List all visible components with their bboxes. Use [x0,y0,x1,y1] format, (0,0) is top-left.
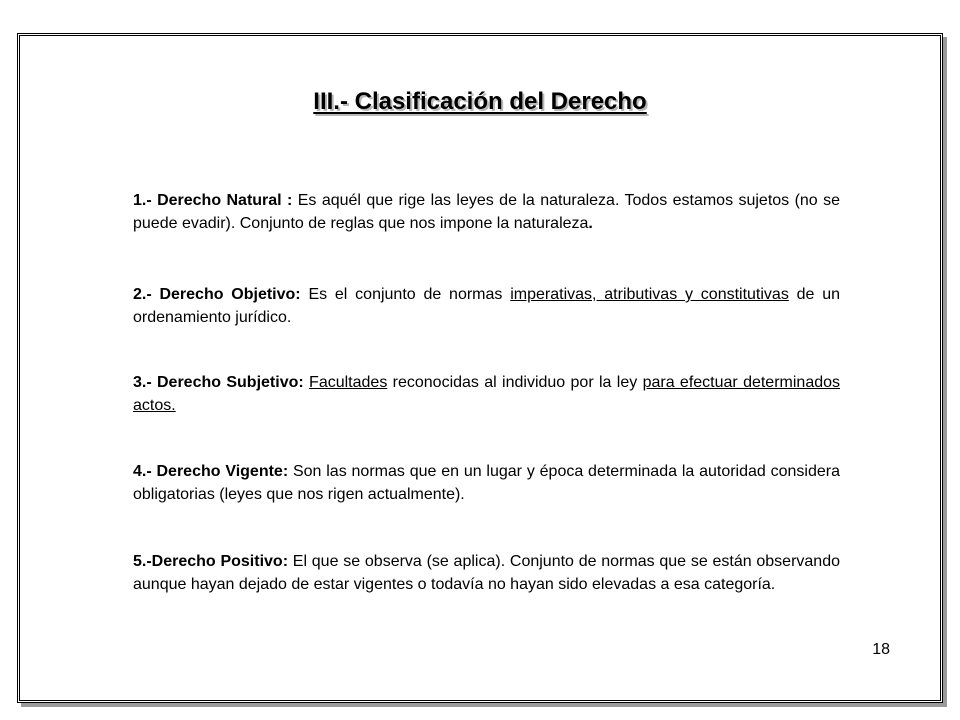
item-derecho-vigente [133,460,840,506]
slide-title: III.- Clasificación del Derecho [313,88,647,115]
item-text: de un ordenamiento jurídico. [133,286,841,326]
item-underlined-text: Facultades [309,374,388,391]
item-derecho-objetivo [133,283,840,329]
item-text: reconocidas al individuo por la ley [387,374,643,391]
item-text: Es el conjunto de normas [300,286,511,303]
item-end-period: . [588,215,593,232]
item-derecho-positivo [133,550,840,596]
item-heading: 2.- Derecho Objetivo: [133,286,301,303]
item-heading: 1.- Derecho Natural : [133,192,293,209]
item-heading: 5.-Derecho Positivo: [133,553,289,570]
item-text: El que se observa (se aplica). Conjunto de normas que se están observando aunque hayan dejado de estar vigentes o todavía no hayan sido elevadas a esa categoría. [133,553,841,593]
item-heading: 4.- Derecho Vigente: [133,463,289,480]
item-text: Es aquél que rige las leyes de la naturaleza. Todos estamos sujetos (no se puede evadir). Conjunto de reglas que nos impone la naturaleza [133,192,840,232]
item-heading: 3.- Derecho Subjetivo: [133,374,304,391]
item-text: Son las normas que en un lugar y época determinada la autoridad considera obligatorias (leyes que nos rigen actualmente). [133,463,840,503]
item-derecho-natural [133,189,840,235]
item-underlined-text: imperativas, atributivas y constitutivas [510,286,789,303]
page-number: 18 [872,641,890,658]
item-derecho-subjetivo [133,371,840,417]
slide-border-frame [17,33,943,703]
item-underlined-text: para efectuar determinados actos. [133,374,841,414]
